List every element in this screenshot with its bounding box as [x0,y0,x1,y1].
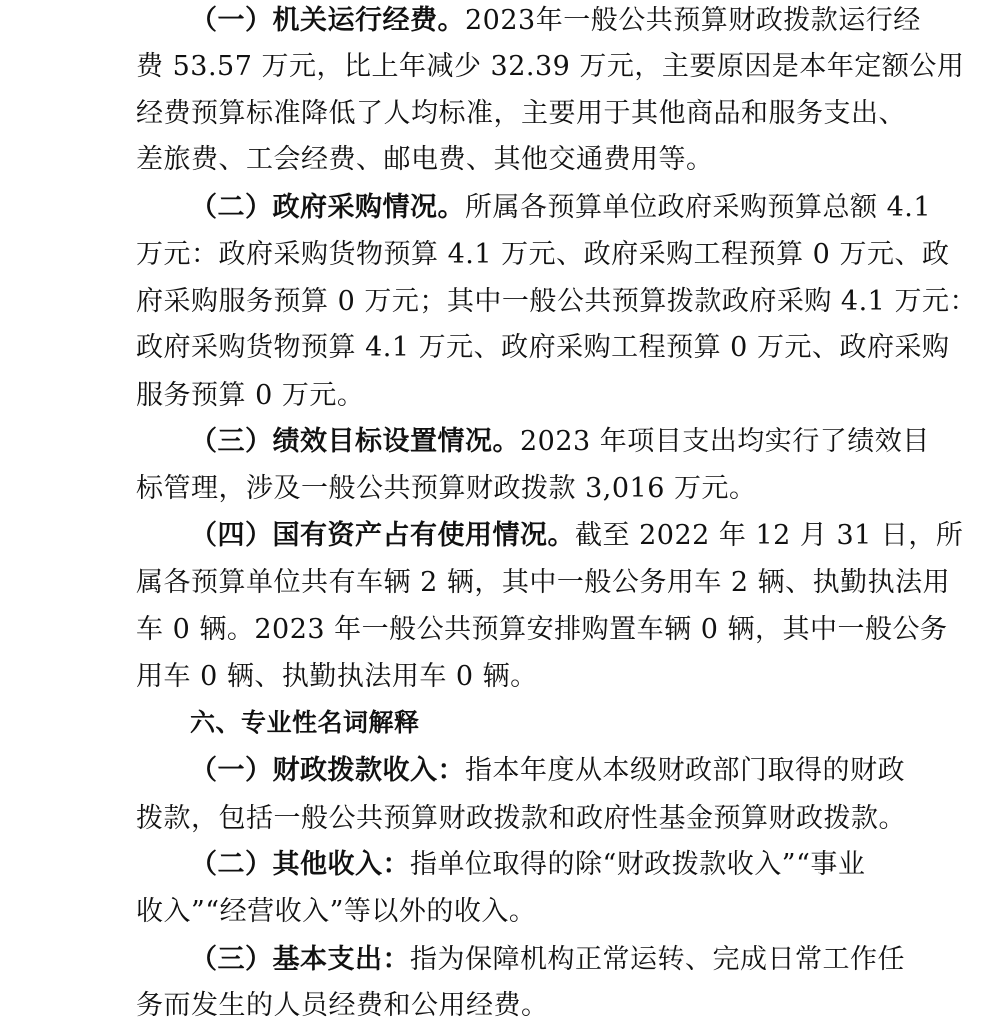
s1-line3: 经费预算标准降低了人均标准，主要用于其他商品和服务支出、 [136,98,906,129]
s3-line1 [190,418,930,465]
s2-line4: 政府采购货物预算 4.1 万元、政府采购工程预算 0 万元、政府采购 [136,332,950,363]
t2-text1: 指单位取得的除“财政拨款收入”“事业 [410,849,866,880]
t1-line1 [190,747,905,794]
s2-line2: 万元：政府采购货物预算 4.1 万元、政府采购工程预算 0 万元、政 [136,239,950,270]
s4-line3: 车 0 辆。2023 年一般公共预算安排购置车辆 0 辆，其中一般公务 [136,614,948,645]
t2-line1 [190,841,865,888]
s4-line2: 属各预算单位共有车辆 2 辆，其中一般公务用车 2 辆、执勤执法用 [136,567,951,598]
s4-line4: 用车 0 辆、执勤执法用车 0 辆。 [136,661,538,692]
t3-line1 [190,936,905,983]
s2-lead: （二）政府采购情况。 [190,192,465,223]
t3-text1: 指为保障机构正常运转、完成日常工作任 [410,944,905,975]
section-heading-6: 六、专业性名词解释 [190,708,420,737]
s2-text1: 所属各预算单位政府采购预算总额 4.1 [465,192,932,223]
s1-lead: （一）机关运行经费。 [190,5,465,36]
s4-lead: （四）国有资产占有使用情况。 [190,520,575,551]
s3-line2: 标管理，涉及一般公共预算财政拨款 3,016 万元。 [136,473,757,504]
s2-line3: 府采购服务预算 0 万元；其中一般公共预算拨款政府采购 4.1 万元： [136,286,977,317]
t1-line2: 拨款，包括一般公共预算财政拨款和政府性基金预算财政拨款。 [136,803,906,834]
t3-lead: （三）基本支出： [190,944,410,975]
s1-text1: 2023年一般公共预算财政拨款运行经 [465,5,921,36]
s4-text1: 截至 2022 年 12 月 31 日，所 [575,520,964,551]
s1-line2: 费 53.57 万元，比上年减少 32.39 万元，主要原因是本年定额公用 [136,51,965,82]
s2-line5: 服务预算 0 万元。 [136,380,365,411]
t2-lead: （二）其他收入： [190,849,410,880]
s3-text1: 2023 年项目支出均实行了绩效目 [520,426,930,457]
s4-line1 [190,512,963,559]
s1-line1 [190,0,921,44]
s3-lead: （三）绩效目标设置情况。 [190,426,520,457]
t1-lead: （一）财政拨款收入： [190,755,465,786]
t2-line2: 收入”“经营收入”等以外的收入。 [136,896,537,927]
s1-line4: 差旅费、工会经费、邮电费、其他交通费用等。 [136,144,714,175]
t1-text1: 指本年度从本级财政部门取得的财政 [465,755,905,786]
t3-line2: 务而发生的人员经费和公用经费。 [136,990,549,1021]
s2-line1 [190,184,931,231]
